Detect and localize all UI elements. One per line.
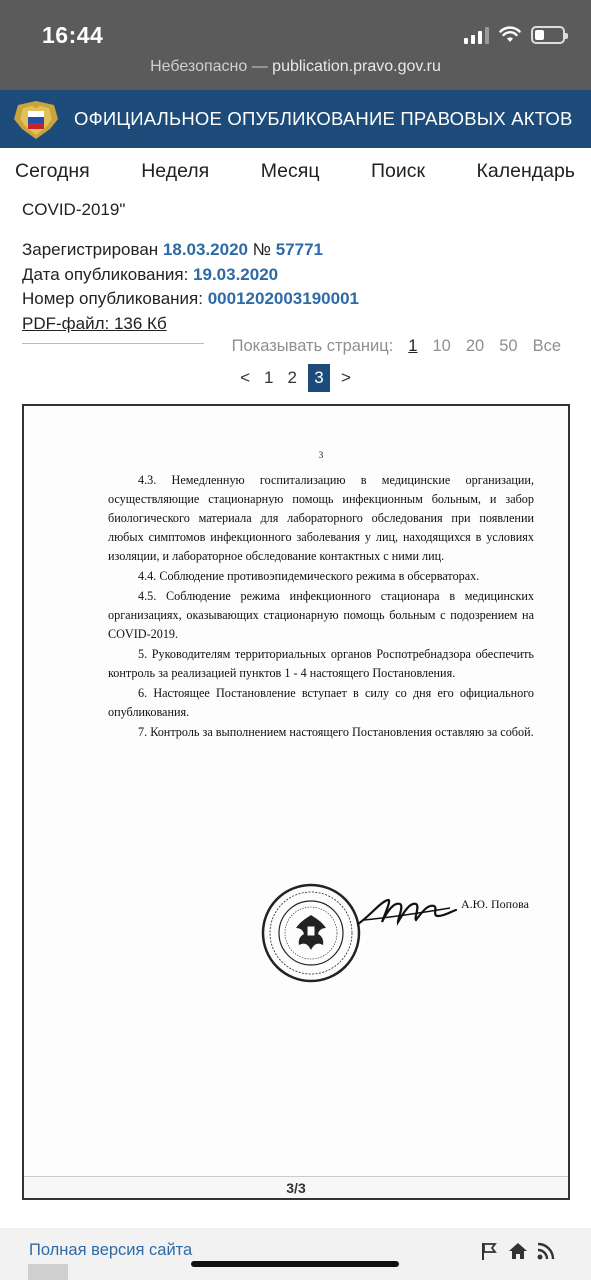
registered-number: 57771 [275, 240, 323, 259]
pager-page-1[interactable]: 1 [264, 368, 274, 387]
bottom-bar [0, 1228, 591, 1280]
home-icon[interactable] [507, 1240, 529, 1262]
scan-paragraph: 4.5. Соблюдение режима инфекционного стационара в медицинских организациях, оказывающих стационарную помощь больным с подозрением на COVID-2019. [108, 589, 534, 641]
battery-icon [531, 26, 565, 44]
fso-emblem-icon[interactable] [8, 95, 64, 143]
nav-week[interactable]: Неделя [141, 160, 210, 182]
registration-line [22, 238, 359, 263]
publication-number-line [22, 287, 359, 312]
status-time: 16:44 [42, 22, 104, 48]
main-nav [15, 160, 575, 183]
address-bar[interactable] [0, 58, 591, 76]
pub-number: 0001202003190001 [207, 289, 359, 308]
scan-paragraph: 7. Контроль за выполнением настоящего Постановления оставляю за собой. [138, 725, 534, 739]
scan-page [24, 406, 568, 1178]
signer-name: А.Ю. Попова [461, 897, 529, 911]
pub-number-label: Номер опубликования: [22, 289, 203, 308]
pages-option-50[interactable]: 50 [499, 337, 518, 355]
scan-paragraph: 6. Настоящее Постановление вступает в силу со дня его официального опубликования. [108, 686, 534, 719]
pub-date-label: Дата опубликования: [22, 264, 189, 284]
publication-date-line [22, 263, 359, 288]
pages-option-10[interactable]: 10 [432, 337, 451, 355]
wifi-icon [499, 26, 521, 44]
registered-label: Зарегистрирован [22, 240, 159, 259]
cellular-signal-icon [464, 26, 489, 44]
registered-date: 18.03.2020 [162, 240, 248, 259]
pages-option-1[interactable]: 1 [408, 337, 418, 355]
pager-page-3-current[interactable]: 3 [308, 364, 330, 392]
scan-text [108, 446, 534, 743]
scan-page-counter: 3/3 [24, 1176, 568, 1198]
nav-calendar[interactable]: Календарь [476, 160, 575, 182]
corner-logo [28, 1264, 68, 1280]
nav-today[interactable]: Сегодня [15, 160, 90, 182]
insecure-label: Небезопасно — [150, 58, 273, 75]
document-scan-viewer[interactable] [22, 404, 570, 1200]
pages-option-20[interactable]: 20 [465, 337, 485, 355]
pub-date: 19.03.2020 [193, 264, 279, 284]
nav-month[interactable]: Месяц [260, 160, 320, 182]
pages-per-view-control [232, 337, 561, 356]
pages-per-view-label: Показывать страниц: [231, 337, 394, 355]
scan-paragraph: 4.3. Немедленную госпитализацию в медицинские организации, осуществляющие стационарную помощь инфекционным больным, и забор биологического материала для лабораторного обследования при появлении любых симптомов инфекционного заболевания у лиц, находящихся в условиях изоляции, и лабораторное обследование контактных с ними лиц. [108, 473, 534, 563]
pager [0, 364, 591, 392]
scan-paragraph: 5. Руководителям территориальных органов Роспотребнадзора обеспечить контроль за реализацией пунктов 1 - 4 настоящего Постановления. [108, 647, 534, 680]
scan-page-number: 3 [318, 450, 324, 460]
official-seal [260, 882, 362, 984]
pager-next-button[interactable]: > [340, 368, 351, 387]
divider [22, 343, 204, 344]
full-version-link[interactable]: Полная версия сайта [29, 1241, 193, 1259]
status-icons [464, 26, 565, 44]
pages-option-all[interactable]: Все [532, 337, 561, 355]
pdf-file-link[interactable]: PDF-файл: 136 Кб [22, 313, 167, 333]
rss-icon[interactable] [535, 1240, 557, 1262]
document-title-tail: COVID-2019" [22, 200, 126, 219]
scan-paragraph: 4.4. Соблюдение противоэпидемического режима в обсерваторах. [138, 569, 480, 583]
site-header [0, 90, 591, 148]
nav-search[interactable]: Поиск [371, 160, 426, 182]
bottom-icons [479, 1240, 557, 1262]
site-title: ОФИЦИАЛЬНОЕ ОПУБЛИКОВАНИЕ ПРАВОВЫХ АКТОВ [74, 108, 573, 129]
document-meta [22, 238, 359, 336]
pager-page-2[interactable]: 2 [287, 368, 297, 387]
status-bar [0, 0, 591, 90]
handwritten-signature [354, 894, 458, 930]
home-indicator[interactable] [191, 1261, 399, 1267]
number-sign: № [252, 240, 271, 259]
url-text: publication.pravo.gov.ru [272, 58, 441, 75]
pager-prev-button[interactable]: < [240, 368, 251, 387]
flag-icon[interactable] [479, 1240, 501, 1262]
